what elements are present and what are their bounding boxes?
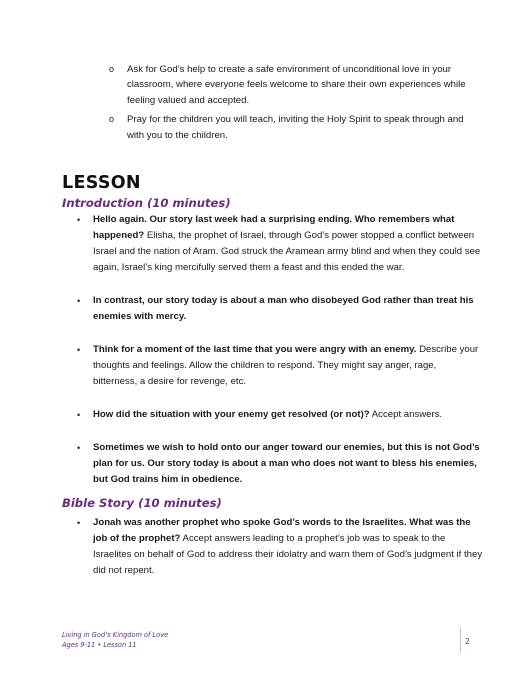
prep-list: [109, 62, 473, 147]
page-number: 2: [465, 637, 470, 646]
prep-item-text: Pray for the children you will teach, inviting the Holy Spirit to speak through and with you to the children.: [127, 114, 464, 141]
intro-list: [77, 212, 483, 488]
prep-item-text: Ask for God’s help to create a safe environment of unconditional love in your classroom, where everyone feels welcome to share their own experiences while feeling valued and accepted.: [127, 64, 466, 106]
circle-bullet-icon: o: [109, 64, 115, 74]
intro-item-text: Elisha, the prophet of Israel, through God’s power stopped a conflict between Israel and the nation of Aram. God struck the Aramean army blind and when they could see again, Israel’s king mercifully served them a feast and this ended the war.: [93, 230, 481, 273]
bullet-icon: •: [77, 345, 81, 355]
bible-story-list: [77, 515, 483, 579]
bullet-icon: •: [77, 443, 81, 453]
intro-item: [77, 342, 483, 390]
footer-lesson-info: Ages 9-11 • Lesson 11: [62, 641, 137, 649]
intro-item: [77, 407, 483, 423]
intro-item-bold: How did the situation with your enemy get resolved (or not)?: [93, 409, 370, 420]
bible-story-item-bold: Jonah was another prophet who spoke God’s words to the Israelites. What was the job of the prophet?: [93, 517, 471, 544]
intro-item: [77, 212, 483, 276]
bible-story-item: [77, 515, 483, 579]
bullet-icon: •: [77, 410, 81, 420]
bullet-icon: •: [77, 518, 81, 528]
circle-bullet-icon: o: [109, 114, 115, 125]
intro-item-bold: Sometimes we wish to hold onto our anger toward our enemies, but this is not God’s plan for us. Our story today is about a man who does not want to bless his enemies, but God trains him in obedience.: [93, 442, 480, 485]
bible-story-item-text: Accept answers leading to a prophet’s job was to speak to the Israelites on behalf of God to address their idolatry and warn them of God’s judgment if they did not repent.: [93, 533, 483, 576]
bullet-icon: •: [77, 215, 81, 225]
intro-item: [77, 293, 483, 325]
prep-item: [109, 112, 473, 143]
intro-item-text: Accept answers.: [369, 409, 443, 420]
intro-item-bold: Hello again. Our story last week had a surprising ending. Who remembers what happened?: [93, 214, 455, 241]
intro-item: [77, 440, 483, 488]
bible-story-heading: Bible Story (10 minutes): [62, 496, 222, 510]
intro-item-bold: Think for a moment of the last time that you were angry with an enemy.: [93, 344, 417, 355]
lesson-heading: LESSON: [62, 173, 141, 193]
footer-credit: [62, 630, 168, 650]
footer-divider: [460, 627, 461, 653]
intro-heading: Introduction (10 minutes): [62, 196, 231, 210]
intro-item-bold: In contrast, our story today is about a man who disobeyed God rather than treat his enemies with mercy.: [93, 295, 474, 322]
footer-series-title: Living in God’s Kingdom of Love: [62, 631, 169, 639]
prep-item: [109, 62, 473, 108]
intro-item-text: Describe your thoughts and feelings. Allow the children to respond. They might say anger, rage, bitterness, a desire for revenge, etc.: [93, 344, 479, 387]
bullet-icon: •: [77, 296, 81, 306]
